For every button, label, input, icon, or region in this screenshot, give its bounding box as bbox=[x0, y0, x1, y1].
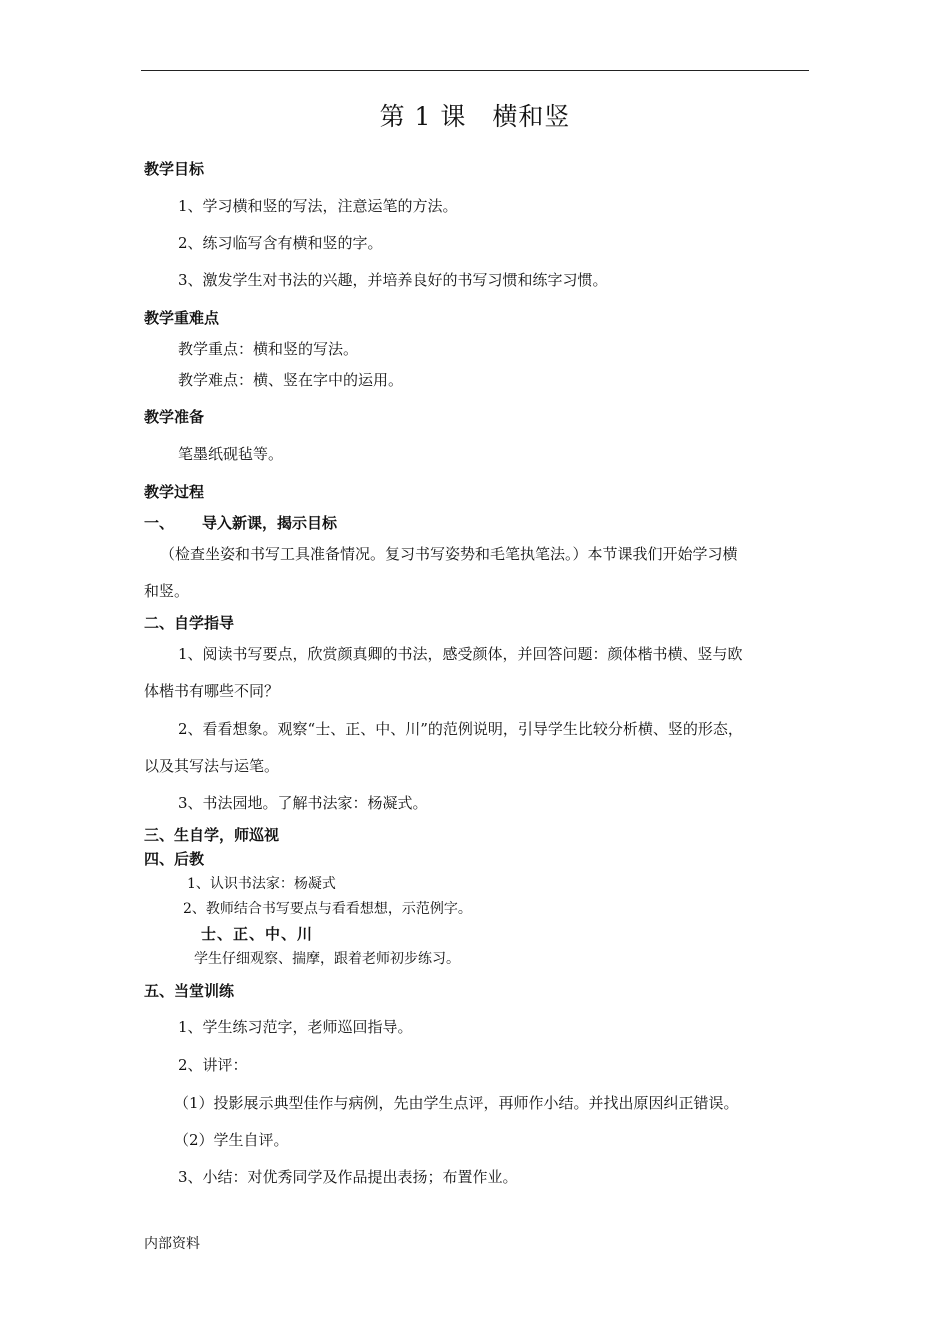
step-4-item-1: 1、认识书法家：杨凝式 bbox=[187, 876, 336, 892]
goal-item-3: 3、激发学生对书法的兴趣，并培养良好的书写习惯和练字习惯。 bbox=[178, 271, 608, 289]
step-4-heading: 四、后教 bbox=[144, 850, 205, 868]
section-heading-keypoints: 教学重难点 bbox=[144, 309, 220, 327]
step-2-item-2-line1: 2、看看想象。观察“士、正、中、川”的范例说明，引导学生比较分析横、竖的形态， bbox=[178, 720, 743, 738]
footer-label: 内部资料 bbox=[144, 1236, 200, 1252]
step-5-item-3: 3、小结：对优秀同学及作品提出表扬；布置作业。 bbox=[178, 1168, 518, 1186]
step-5-item-1: 1、学生练习范字，老师巡回指导。 bbox=[178, 1018, 413, 1036]
step-1-text-line1: （检查坐姿和书写工具准备情况。复习书写姿势和毛笔执笔法。）本节课我们开始学习横 bbox=[160, 545, 738, 563]
header-rule bbox=[141, 70, 809, 71]
step-2-item-1-line2: 体楷书有哪些不同？ bbox=[144, 682, 280, 700]
step-2-item-2-line2: 以及其写法与运笔。 bbox=[144, 757, 280, 775]
step-5-heading: 五、当堂训练 bbox=[144, 982, 235, 1000]
goal-item-1: 1、学习横和竖的写法，注意运笔的方法。 bbox=[178, 197, 458, 215]
step-5-item-2a: （1）投影展示典型佳作与病例，先由学生点评，再师作小结。并找出原因纠正错误。 bbox=[174, 1094, 739, 1112]
section-heading-goals: 教学目标 bbox=[144, 160, 205, 178]
example-characters: 士、正、中、川 bbox=[201, 925, 314, 943]
step-4-item-3: 学生仔细观察、揣摩，跟着老师初步练习。 bbox=[194, 951, 460, 967]
keypoint-item-1: 教学重点：横和竖的写法。 bbox=[178, 340, 359, 358]
step-1-number: 一、 bbox=[144, 514, 175, 532]
step-4-item-2: 2、教师结合书写要点与看看想想，示范例字。 bbox=[183, 901, 472, 917]
step-2-item-1-line1: 1、阅读书写要点，欣赏颜真卿的书法，感受颜体，并回答问题：颜体楷书横、竖与欧 bbox=[178, 645, 743, 663]
step-1-text-line2: 和竖。 bbox=[144, 582, 190, 600]
step-5-item-2b: （2）学生自评。 bbox=[174, 1131, 289, 1149]
step-1-title: 导入新课，揭示目标 bbox=[202, 514, 338, 532]
prep-text: 笔墨纸砚毡等。 bbox=[178, 445, 284, 463]
step-2-heading: 二、自学指导 bbox=[144, 614, 235, 632]
section-heading-process: 教学过程 bbox=[144, 483, 205, 501]
page-title: 第 1 课 横和竖 bbox=[379, 102, 571, 131]
step-2-item-3: 3、书法园地。了解书法家：杨凝式。 bbox=[178, 794, 428, 812]
step-3-heading: 三、生自学，师巡视 bbox=[144, 826, 280, 844]
keypoint-item-2: 教学难点：横、竖在字中的运用。 bbox=[178, 371, 404, 389]
section-heading-prep: 教学准备 bbox=[144, 408, 205, 426]
step-5-item-2: 2、讲评： bbox=[178, 1056, 248, 1074]
goal-item-2: 2、练习临写含有横和竖的字。 bbox=[178, 234, 383, 252]
